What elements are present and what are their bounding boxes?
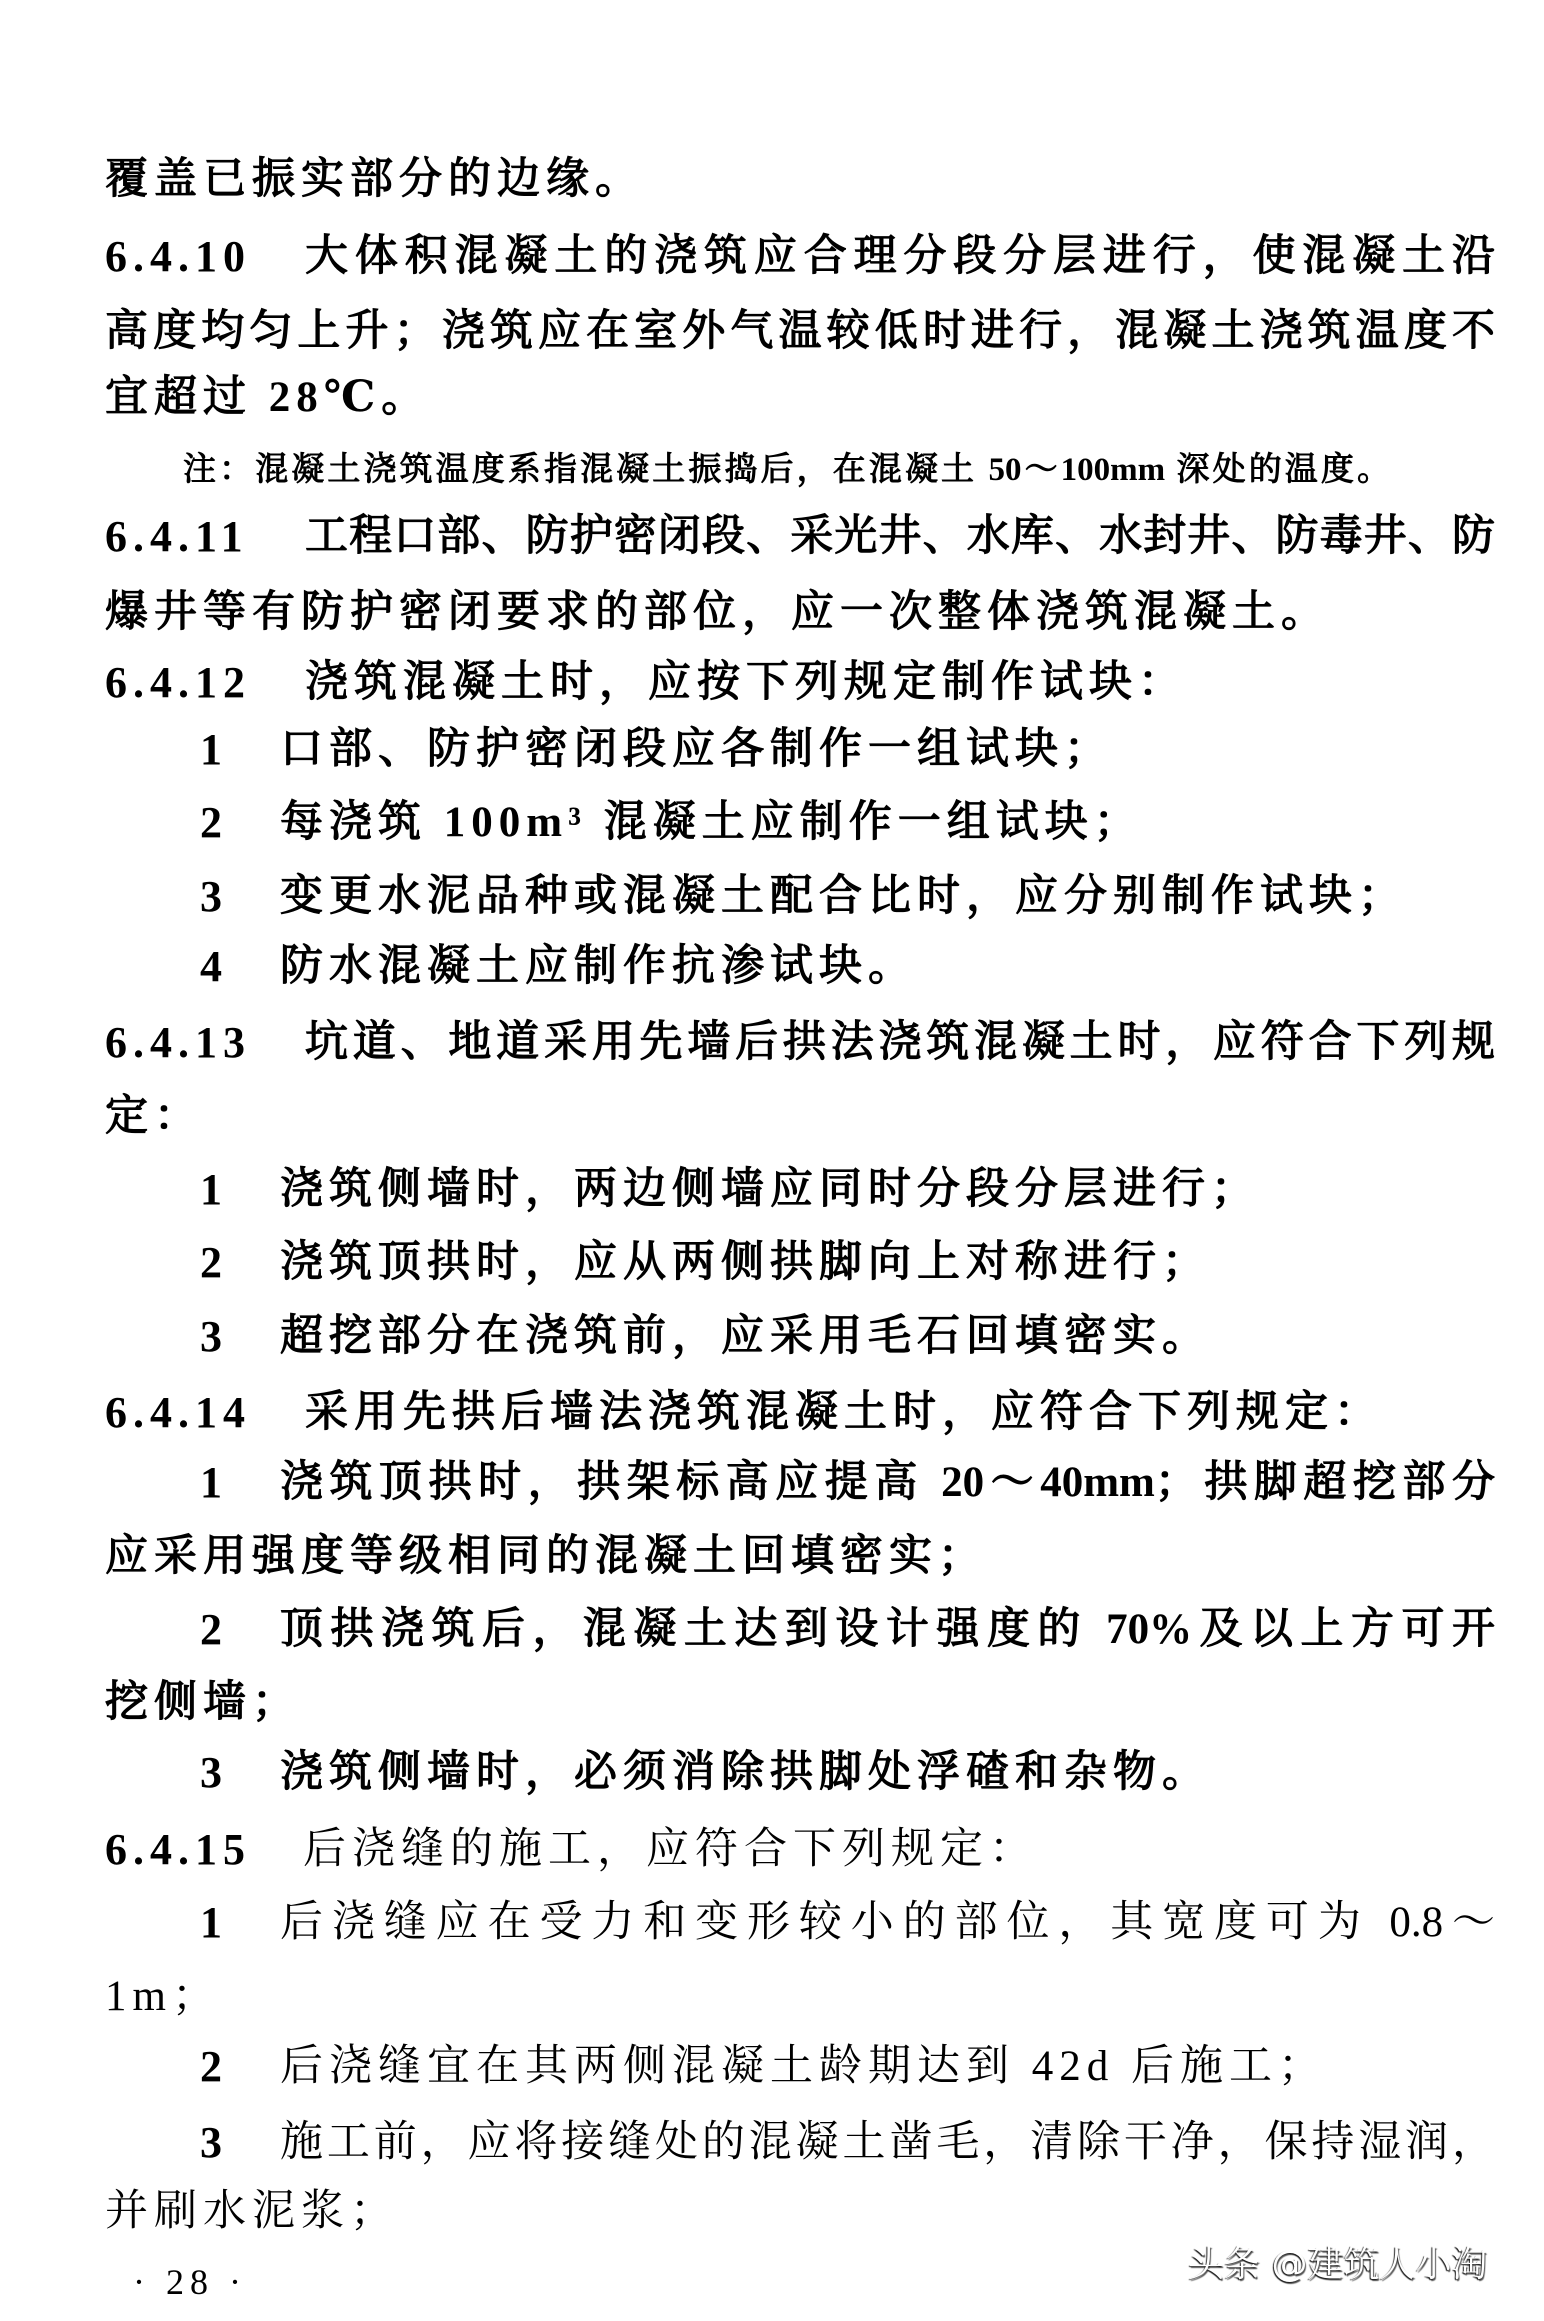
item-number: 2 bbox=[200, 1238, 228, 1287]
item-text-line: 后浇缝应在受力和变形较小的部位，其宽度可为 0.8～ bbox=[280, 1899, 1495, 1946]
item-text-line: 口部、防护密闭段应各制作一组试块； bbox=[280, 726, 1113, 773]
clause-text-line: 定： bbox=[105, 1093, 203, 1140]
clause-text-line: 工程口部、防护密闭段、采光井、水库、水封井、防毒井、防 bbox=[305, 513, 1495, 560]
item-number: 4 bbox=[200, 942, 228, 991]
clause-text-line: 宜超过 28℃。 bbox=[105, 374, 431, 421]
continuation-text: 覆盖已振实部分的边缘。 bbox=[105, 156, 644, 203]
item-number: 3 bbox=[200, 1312, 228, 1361]
item-text-line: 浇筑侧墙时，两边侧墙应同时分段分层进行； bbox=[280, 1166, 1260, 1213]
item-text-line: 浇筑顶拱时，应从两侧拱脚向上对称进行； bbox=[280, 1239, 1211, 1286]
item-text-line: 防水混凝土应制作抗渗试块。 bbox=[280, 943, 917, 990]
item-number: 3 bbox=[200, 1748, 228, 1797]
item-text-line: 1m； bbox=[105, 1973, 221, 2020]
clause-note: 注：混凝土浇筑温度系指混凝土振捣后，在混凝土 50～100mm 深处的温度。 bbox=[183, 452, 1390, 488]
item-number: 1 bbox=[200, 1165, 228, 1214]
item-number: 1 bbox=[200, 1898, 228, 1947]
item-number: 1 bbox=[200, 725, 228, 774]
clause-number: 6.4.14 bbox=[105, 1388, 251, 1437]
clause-text-line: 后浇缝的施工，应符合下列规定： bbox=[303, 1826, 1038, 1873]
item-number: 2 bbox=[200, 1605, 228, 1654]
item-text-line: 顶拱浇筑后，混凝土达到设计强度的 70%及以上方可开 bbox=[280, 1606, 1495, 1653]
item-text-line: 浇筑顶拱时，拱架标高应提高 20～40mm；拱脚超挖部分 bbox=[280, 1459, 1495, 1506]
clause-number: 6.4.12 bbox=[105, 658, 251, 707]
clause-text-line: 坑道、地道采用先墙后拱法浇筑混凝土时，应符合下列规 bbox=[305, 1019, 1495, 1066]
item-text-line: 并刷水泥浆； bbox=[105, 2188, 399, 2235]
clause-text-line: 浇筑混凝土时，应按下列规定制作试块： bbox=[305, 659, 1187, 706]
item-text-line: 每浇筑 100m³ 混凝土应制作一组试块； bbox=[280, 799, 1143, 846]
item-number: 1 bbox=[200, 1458, 228, 1507]
watermark: 头条 @建筑人小淘 bbox=[1188, 2244, 1488, 2285]
item-text-line: 后浇缝宜在其两侧混凝土龄期达到 42d 后施工； bbox=[280, 2043, 1327, 2090]
clause-number: 6.4.10 bbox=[105, 232, 251, 281]
item-text-line: 施工前，应将接缝处的混凝土凿毛，清除干净，保持湿润， bbox=[280, 2119, 1495, 2166]
clause-text-line: 高度均匀上升；浇筑应在室外气温较低时进行，混凝土浇筑温度不 bbox=[105, 308, 1495, 355]
item-text-line: 变更水泥品种或混凝土配合比时，应分别制作试块； bbox=[280, 873, 1407, 920]
item-number: 2 bbox=[200, 2042, 228, 2091]
item-text-line: 超挖部分在浇筑前，应采用毛石回填密实。 bbox=[280, 1313, 1211, 1360]
clause-text-line: 大体积混凝土的浇筑应合理分段分层进行，使混凝土沿 bbox=[305, 233, 1495, 280]
clause-number: 6.4.15 bbox=[105, 1825, 251, 1874]
clause-number: 6.4.13 bbox=[105, 1018, 251, 1067]
clause-number: 6.4.11 bbox=[105, 512, 249, 561]
clause-text-line: 采用先拱后墙法浇筑混凝土时，应符合下列规定： bbox=[305, 1389, 1383, 1436]
page-number: · 28 · bbox=[133, 2262, 247, 2302]
clause-text-line: 爆井等有防护密闭要求的部位，应一次整体浇筑混凝土。 bbox=[105, 589, 1330, 636]
item-number: 2 bbox=[200, 798, 228, 847]
item-text-line: 应采用强度等级相同的混凝土回填密实； bbox=[105, 1533, 987, 1580]
item-number: 3 bbox=[200, 872, 228, 921]
item-text-line: 挖侧墙； bbox=[105, 1679, 301, 1726]
item-text-line: 浇筑侧墙时，必须消除拱脚处浮碴和杂物。 bbox=[280, 1749, 1211, 1796]
item-number: 3 bbox=[200, 2118, 228, 2167]
